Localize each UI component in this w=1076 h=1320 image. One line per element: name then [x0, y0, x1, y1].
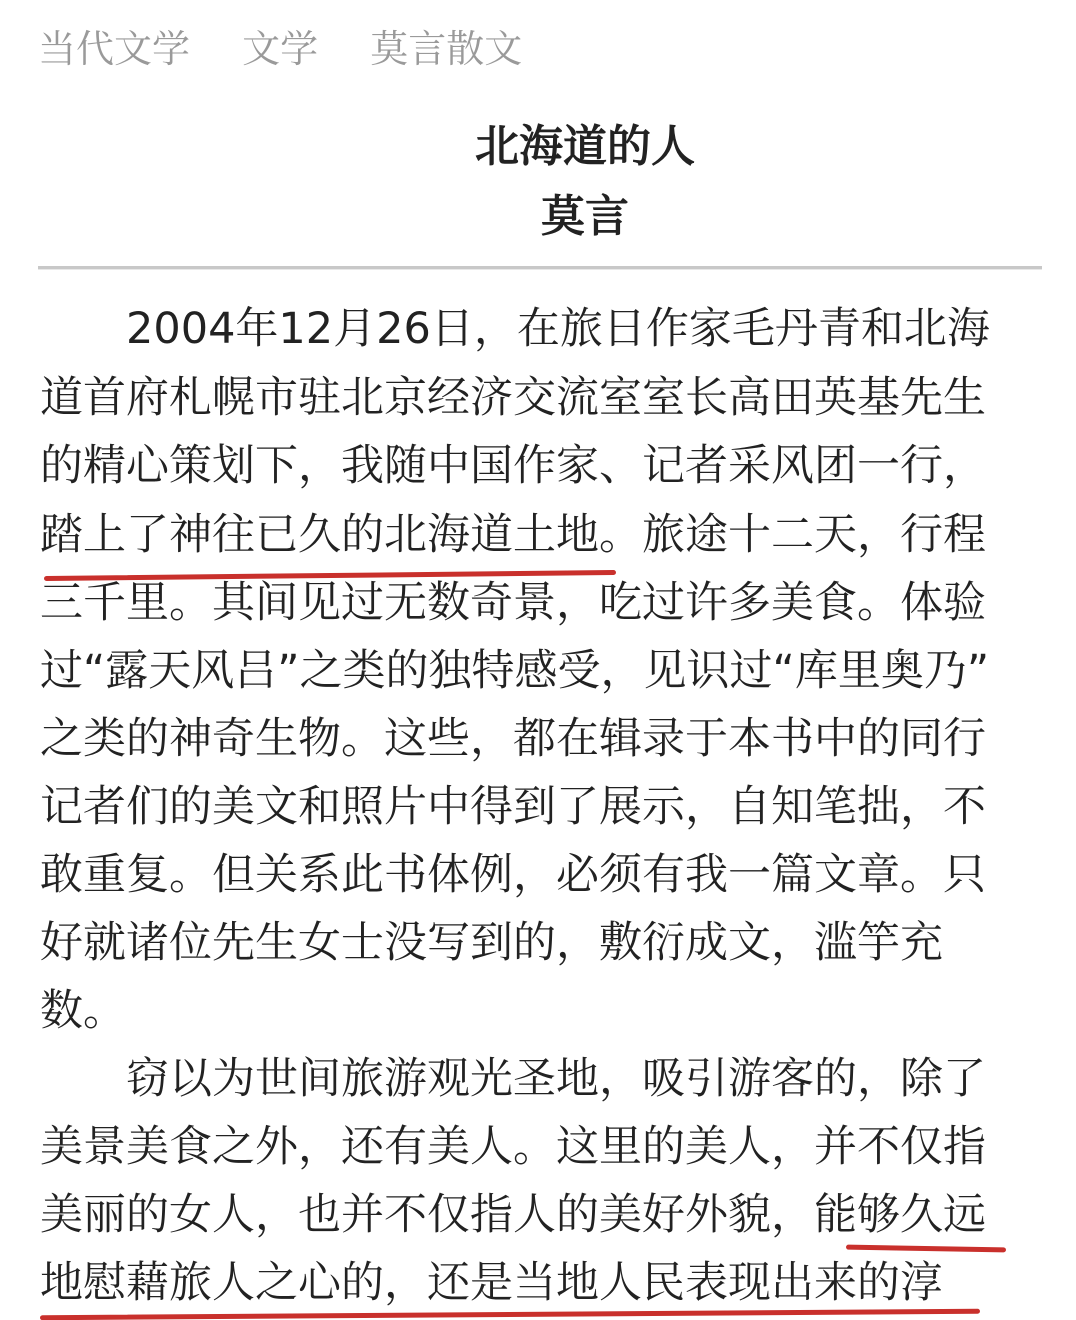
- title-divider: [38, 266, 1042, 270]
- paragraph-line: 数。: [40, 986, 126, 1036]
- breadcrumb-item-literature[interactable]: 文学: [242, 27, 319, 71]
- paragraph-line: 2004年12月26日，在旅日作家毛丹青和北海: [40, 304, 990, 354]
- red-underline: [40, 1309, 980, 1320]
- paragraph-line: 好就诸位先生女士没写到的，敷衍成文，滥竽充: [40, 918, 943, 968]
- paragraph-line: 记者们的美文和照片中得到了展示，自知笔拙，不: [40, 782, 986, 832]
- breadcrumb-item-moyan-essays[interactable]: 莫言散文: [370, 27, 523, 71]
- paragraph-line: 踏上了神往已久的北海道土地。旅途十二天，行程: [40, 510, 986, 560]
- paragraph-line: 美丽的女人，也并不仅指人的美好外貌，能够久远: [40, 1190, 986, 1240]
- breadcrumb-item-contemporary-literature[interactable]: 当代文学: [38, 27, 191, 71]
- paragraph-line: 窃以为世间旅游观光圣地，吸引游客的，除了: [40, 1054, 986, 1104]
- paragraph-line: 三千里。其间见过无数奇景，吃过许多美食。体验: [40, 578, 986, 628]
- paragraph-line: 敢重复。但关系此书体例，必须有我一篇文章。只: [40, 850, 986, 900]
- paragraph-line: 美景美食之外，还有美人。这里的美人，并不仅指: [40, 1122, 986, 1172]
- article-author: 莫言: [541, 191, 629, 242]
- paragraph-line: 的精心策划下，我随中国作家、记者采风团一行，: [40, 441, 986, 491]
- article-title: 北海道的人: [475, 121, 695, 172]
- red-underline: [846, 1245, 1006, 1253]
- paragraph-line: 之类的神奇生物。这些，都在辑录于本书中的同行: [40, 714, 986, 764]
- paragraph-line: 过“露天风吕”之类的独特感受，见识过“库里奥乃”: [40, 646, 990, 696]
- paragraph-line: 地慰藉旅人之心的，还是当地人民表现出来的淳: [40, 1258, 943, 1308]
- breadcrumb: [38, 18, 562, 73]
- paragraph-line: 道首府札幌市驻北京经济交流室室长高田英基先生: [40, 373, 986, 423]
